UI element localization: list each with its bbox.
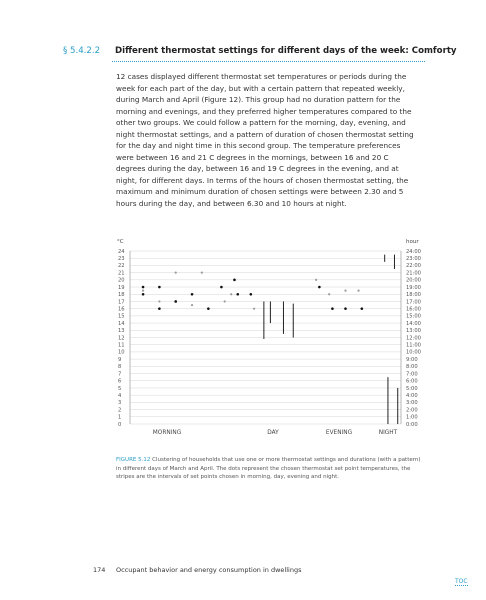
left-tick-label: 6 [118,378,122,385]
data-point-dark [233,279,236,282]
data-point-dark [361,307,364,310]
data-point-light [175,272,177,274]
page-number: 174 [93,566,106,574]
right-tick-label: 16:00 [406,306,421,313]
data-point-light [328,293,330,295]
right-tick-label: 11:00 [406,342,421,349]
left-tick-label: 15 [118,313,125,320]
category-label: EVENING [325,430,353,436]
data-point-dark [174,300,177,303]
caption-text: Clustering of households that use one or more thermostat settings and durations (with a pattern) in different days of March and April. The dots represent the chosen thermostat set point temperatures, the stripes are the intervals of set points chosen in morning, day, evening and night. [116,457,421,480]
right-axis-unit: hour [406,239,419,245]
left-tick-label: 1 [118,414,122,421]
left-tick-label: 19 [118,284,125,291]
running-title: Occupant behavior and energy consumption in dwellings [116,566,302,574]
data-point-light [253,308,255,310]
figure-caption [116,456,421,482]
right-tick-label: 24:00 [406,248,421,255]
left-tick-label: 12 [118,335,125,342]
right-tick-label: 13:00 [406,328,421,335]
left-tick-label: 0 [118,421,122,428]
left-tick-label: 3 [118,400,122,407]
right-tick-label: 2:00 [406,407,418,414]
data-point-light [315,279,317,281]
right-tick-label: 14:00 [406,320,421,327]
right-tick-label: 1:00 [406,414,418,421]
right-tick-label: 15:00 [406,313,421,320]
right-tick-label: 8:00 [406,364,418,371]
left-tick-label: 16 [118,306,125,313]
left-tick-label: 11 [118,342,125,349]
left-tick-label: 10 [118,349,125,356]
data-point-dark [142,293,145,296]
data-point-dark [331,307,334,310]
data-point-dark [158,307,161,310]
data-point-dark [142,286,145,289]
left-tick-label: 22 [118,263,125,270]
left-tick-label: 18 [118,292,125,299]
left-tick-label: 5 [118,385,122,392]
data-point-light [201,272,203,274]
data-point-dark [207,307,210,310]
left-axis-unit: °C [117,239,124,245]
data-point-dark [191,293,194,296]
category-label: MORNING [152,430,182,436]
left-tick-label: 8 [118,364,122,371]
data-point-light [158,300,160,302]
left-tick-label: 21 [118,270,125,277]
right-tick-label: 4:00 [406,392,418,399]
left-tick-label: 7 [118,371,122,378]
right-tick-label: 23:00 [406,256,421,263]
data-point-light [224,300,226,302]
data-point-light [344,290,346,292]
left-tick-label: 24 [118,248,125,255]
category-label: DAY [267,430,279,436]
right-tick-label: 9:00 [406,356,418,363]
right-tick-label: 22:00 [406,263,421,270]
data-point-dark [220,286,223,289]
left-tick-label: 17 [118,299,125,306]
left-tick-label: 23 [118,256,125,263]
toc-link[interactable]: TOC [455,578,468,585]
right-tick-label: 6:00 [406,378,418,385]
data-point-light [357,290,359,292]
data-point-dark [344,307,347,310]
left-tick-label: 20 [118,277,125,284]
left-tick-label: 13 [118,328,125,335]
right-tick-label: 18:00 [406,292,421,299]
right-tick-label: 12:00 [406,335,421,342]
section-number: § 5.4.2.2 [63,46,101,56]
right-tick-label: 3:00 [406,400,418,407]
right-tick-label: 17:00 [406,299,421,306]
body-text: 12 cases displayed different thermostat set temperatures or periods during the week for each part of the day, but with a certain pattern that repeated weekly, during March and April (Figure 12). This group had no duration pattern for the morning and evenings, and they preferred higher temperatures compared to the other two groups. We could follow a pattern for the morning, day, evening, and night thermostat settings, and a pattern of duration of chosen thermostat setting for the day and night time in this second group. The temperature preferences were between 16 and 21 C degrees in the mornings, between 16 and 20 C degrees during the day, between 16 and 19 C degrees in the evening, and at night, for different days. In terms of the hours of chosen thermostat setting, the maximum and minimum duration of chosen settings were between 2.30 and 5 hours during the day, and between 6.30 and 10 hours at night. [116,72,414,208]
section-title: Different thermostat settings for different days of the week: Comforty [115,46,457,56]
right-tick-label: 10:00 [406,349,421,356]
right-tick-label: 19:00 [406,284,421,291]
data-point-dark [158,286,161,289]
right-tick-label: 21:00 [406,270,421,277]
right-tick-label: 5:00 [406,385,418,392]
data-point-light [191,304,193,306]
right-tick-label: 20:00 [406,277,421,284]
right-tick-label: 7:00 [406,371,418,378]
data-point-dark [318,286,321,289]
left-tick-label: 14 [118,320,125,327]
data-point-dark [236,293,239,296]
data-point-dark [250,293,253,296]
category-label: NIGHT [378,430,398,436]
data-point-light [230,293,232,295]
caption-label: FIGURE 5.12 [116,457,151,463]
left-tick-label: 9 [118,356,122,363]
left-tick-label: 4 [118,392,122,399]
left-tick-label: 2 [118,407,122,414]
data-point-light [142,290,144,292]
right-tick-label: 0:00 [406,421,418,428]
